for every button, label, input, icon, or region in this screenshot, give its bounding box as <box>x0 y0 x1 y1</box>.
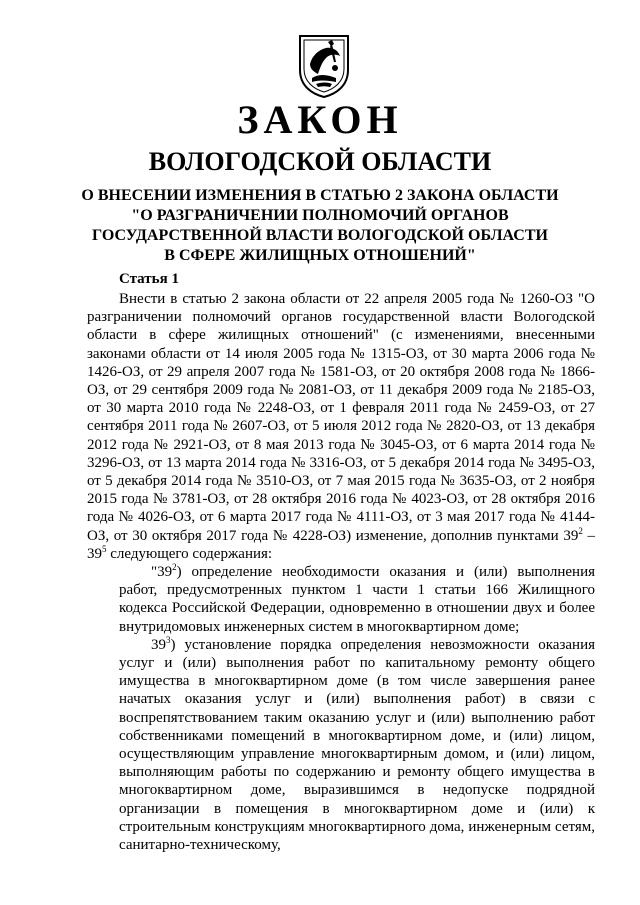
subtitle-line: "О РАЗГРАНИЧЕНИИ ПОЛНОМОЧИЙ ОРГАНОВ <box>131 207 509 224</box>
article-body <box>87 290 595 854</box>
coat-of-arms-emblem <box>298 34 350 98</box>
item-superscript: 2 <box>172 562 177 573</box>
item-text: ) определение необходимости оказания и (или) выполнения работ, предусмотренных пунктом 1 части 1 статьи 166 Жилищного кодекса Российской Федерации, одновременно в отношении двух и более внутридомовых инженерных систем в многоквартирном доме; <box>119 564 595 635</box>
article-heading: Статья 1 <box>119 271 179 287</box>
amendment-block <box>87 563 595 854</box>
item-number: 39 <box>151 636 166 653</box>
intro-superscript: 5 <box>102 543 107 554</box>
item-text: ) установление порядка определения невозможности оказания услуг и (или) выполнения работ по капитальному ремонту общего имущества в многоквартирном доме (в том числе завершения ранее начатых оказания услуг и (или) выполнения работ) в связи с воспрепятствованием таким оказанию услуг и (или) выполнению работ собственниками помещений в многоквартирном доме, и (или) лицом, осуществляющим управление многоквартирным домом, и (или) лицом, выполняющим работы по содержанию и ремонту общего имущества в многоквартирном доме, выразившимся в недопуске подрядной организации в помещения в многоквартирном доме и (или) к строительным конструкциям многоквартирного дома, инженерным сетям, санитарно-техническому, <box>119 636 595 854</box>
article-intro-paragraph <box>87 290 595 563</box>
intro-dash: – 39 <box>87 527 595 562</box>
law-subtitle <box>80 186 560 266</box>
intro-superscript: 2 <box>578 525 583 536</box>
document-region: ВОЛОГОДСКОЙ ОБЛАСТИ <box>148 147 492 176</box>
document-title: ЗАКОН <box>237 97 403 142</box>
amendment-item-39-3 <box>119 636 595 854</box>
amendment-item-39-2 <box>119 563 595 636</box>
item-superscript: 3 <box>166 634 171 645</box>
intro-text: Внести в статью 2 закона области от 22 апреля 2005 года № 1260-ОЗ "О разграничении полномочий органов государственной власти Вологодской области в сфере жилищных отношений" (с изменениями, внесенными законами области от 14 июля 2005 года № 1315-ОЗ, от 30 марта 2006 года № 1426-ОЗ, от 29 апреля 2007 года № 1581-ОЗ, от 20 октября 2008 года № 1866-ОЗ, от 29 сентября 2009 года № 2081-ОЗ, от 11 декабря 2009 года № 2185-ОЗ, от 30 марта 2010 года № 2248-ОЗ, от 1 февраля 2011 года № 2459-ОЗ, от 27 сентября 2011 года № 2607-ОЗ, от 5 июля 2012 года № 2820-ОЗ, от 13 декабря 2012 года № 2921-ОЗ, от 8 мая 2013 года № 3045-ОЗ, от 6 марта 2014 года № 3296-ОЗ, от 13 марта 2014 года № 3316-ОЗ, от 5 декабря 2014 года № 3495-ОЗ, от 5 декабря 2014 года № 3510-ОЗ, от 7 мая 2015 года № 3635-ОЗ, от 2 ноября 2015 года № 3781-ОЗ, от 28 октября 2016 года № 4023-ОЗ, от 28 октября 2016 года № 4026-ОЗ, от 6 марта 2017 года № 4111-ОЗ, от 3 мая 2017 года № 4144-ОЗ, от 30 октября 2017 года № 4228-ОЗ) изменение, дополнив пунктами 39 <box>87 291 595 544</box>
intro-ending: следующего содержания: <box>106 545 273 562</box>
subtitle-line: ГОСУДАРСТВЕННОЙ ВЛАСТИ ВОЛОГОДСКОЙ ОБЛАСТИ <box>92 227 548 244</box>
subtitle-line: В СФЕРЕ ЖИЛИЩНЫХ ОТНОШЕНИЙ" <box>164 247 476 264</box>
item-number: "39 <box>151 564 173 581</box>
subtitle-line: О ВНЕСЕНИИ ИЗМЕНЕНИЯ В СТАТЬЮ 2 ЗАКОНА ОБЛАСТИ <box>81 187 559 204</box>
